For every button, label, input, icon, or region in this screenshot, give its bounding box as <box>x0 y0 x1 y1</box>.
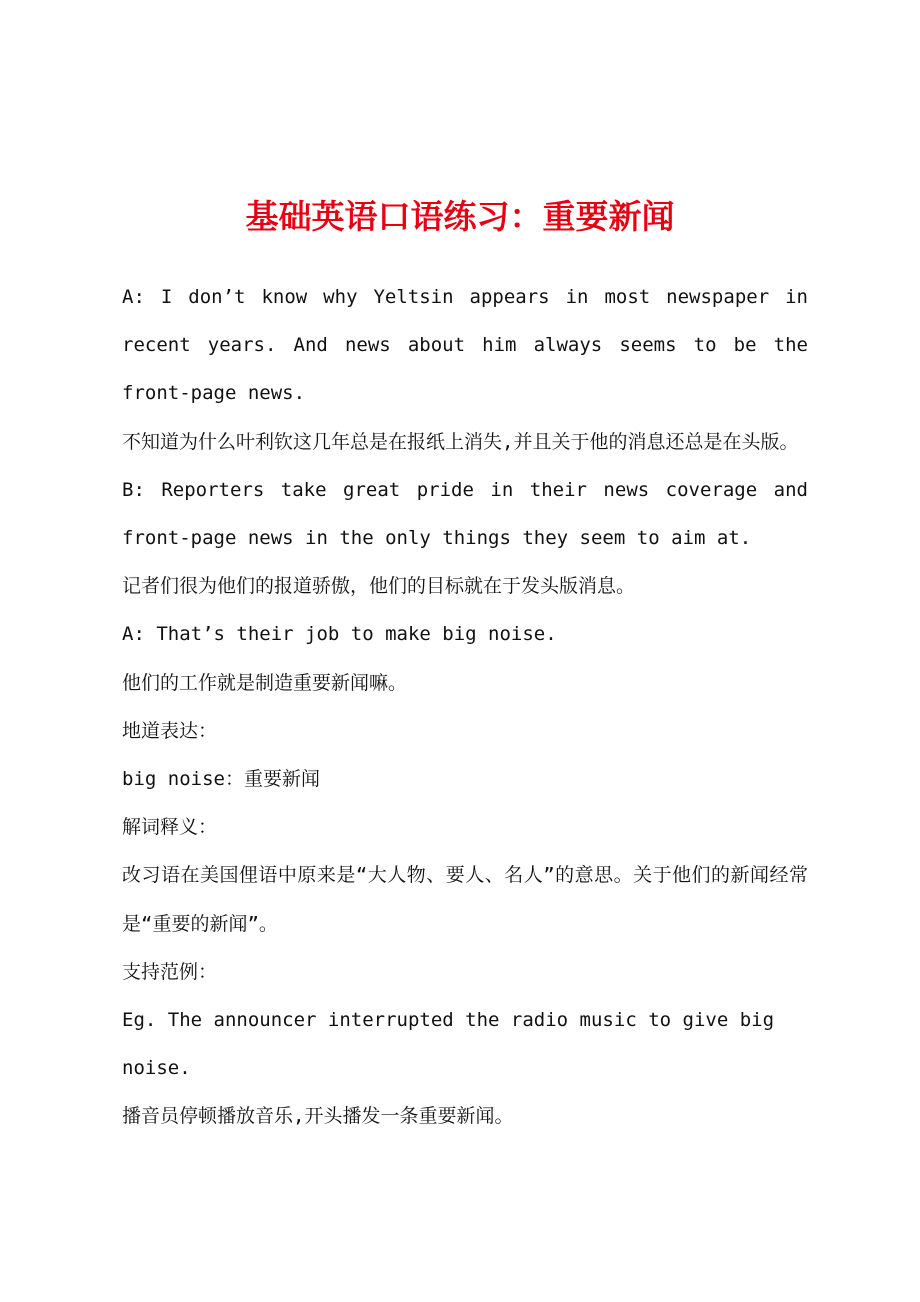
dialogue-b-chinese: 记者们很为他们的报道骄傲，他们的目标就在于发头版消息。 <box>122 575 636 598</box>
document-title: 基础英语口语练习：重要新闻 <box>245 197 675 236</box>
dialogue-a2-english: A: That’s their job to make big noise. <box>122 623 557 646</box>
expression-heading: 地道表达： <box>122 719 218 742</box>
example-heading: 支持范例： <box>122 960 218 983</box>
dialogue-a-chinese: 不知道为什么叶利钦这几年总是在报纸上消失,并且关于他的消息还总是在头版。 <box>122 430 799 453</box>
definition-text: 改习语在美国俚语中原来是“大人物、要人、名人”的意思。关于他们的新闻经常是“重要的新闻”。 <box>122 864 808 935</box>
expression-entry: big noise：重要新闻 <box>122 768 320 791</box>
document-body <box>122 273 808 1141</box>
definition-heading: 解词释义： <box>122 816 218 839</box>
dialogue-b-english: B: Reporters take great pride in their news coverage and front-page news in the only things they seem to aim at. <box>122 478 808 550</box>
example-chinese: 播音员停顿播放音乐,开头播发一条重要新闻。 <box>122 1105 514 1128</box>
dialogue-a-english: A: I don’t know why Yeltsin appears in most newspaper in recent years. And news about him always seems to be the front-page news. <box>122 286 808 405</box>
example-english: Eg. The announcer interrupted the radio music to give big noise. <box>122 1009 775 1080</box>
dialogue-a2-chinese: 他们的工作就是制造重要新闻嘛。 <box>122 671 408 694</box>
